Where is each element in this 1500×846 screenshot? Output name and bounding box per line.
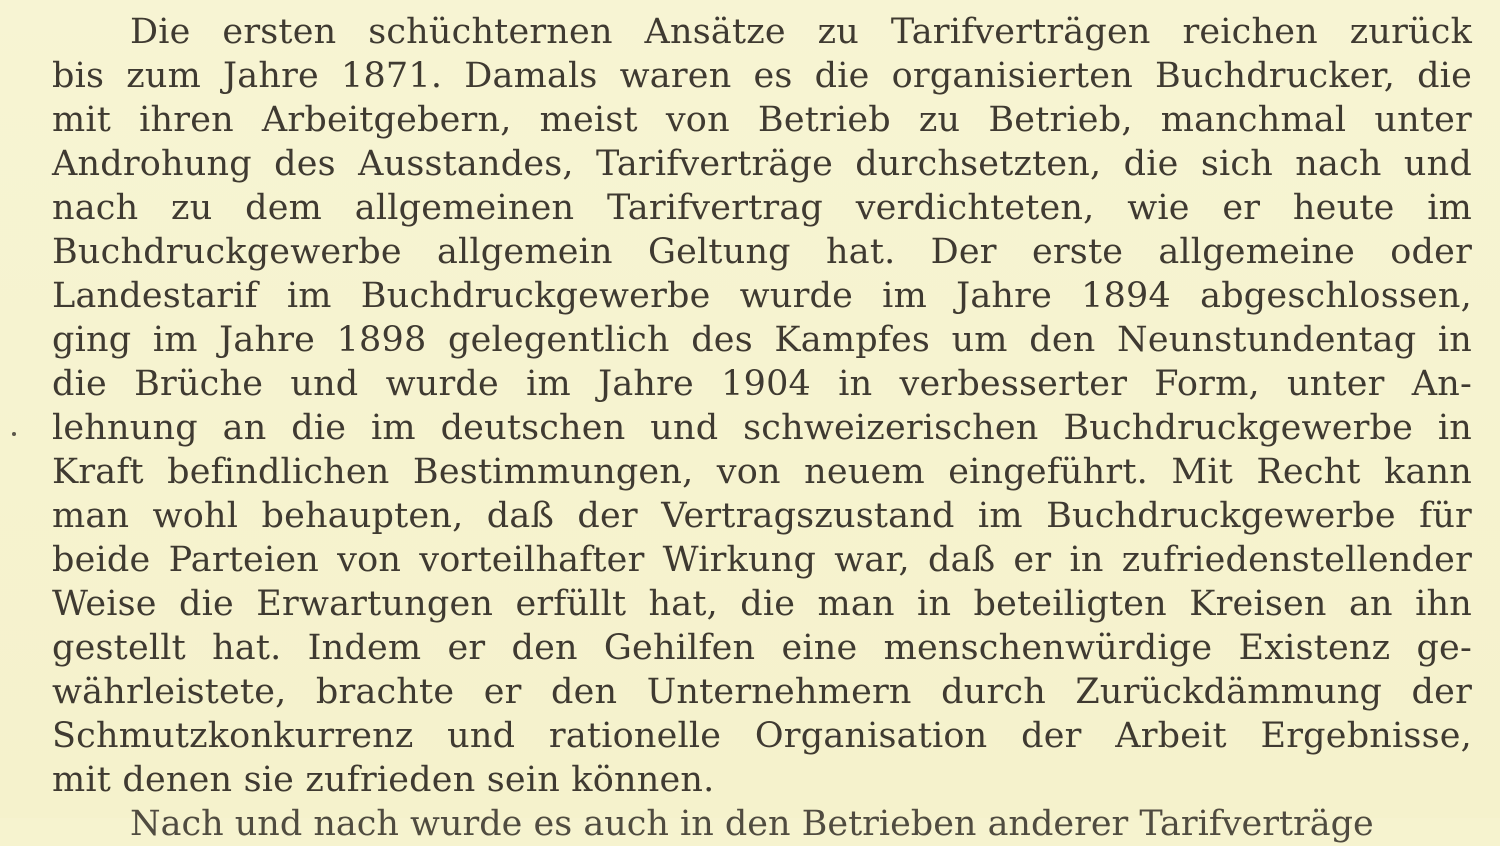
text-line-16: währleistete, brachte er den Unternehmern durch Zurückdämmung der	[52, 672, 1472, 712]
text-line-10: lehnung an die im deutschen und schweizerischen Buchdruckgewerbe in	[52, 408, 1472, 448]
text-line-13: beide Parteien von vorteilhafter Wirkung war, daß er in zufriedenstellender	[52, 540, 1472, 580]
text-line-6: Buchdruckgewerbe allgemein Geltung hat. Der erste allgemeine oder	[52, 232, 1472, 272]
text-line-11: Kraft befindlichen Bestimmungen, von neuem eingeführt. Mit Recht kann	[52, 452, 1472, 492]
text-line-18: mit denen sie zufrieden sein können.	[52, 760, 715, 800]
text-line-4: Androhung des Ausstandes, Tarifverträge durchsetzten, die sich nach und	[52, 144, 1472, 184]
text-line-8: ging im Jahre 1898 gelegentlich des Kampfes um den Neunstundentag in	[52, 320, 1472, 360]
text-line-5: nach zu dem allgemeinen Tarifvertrag verdichteten, wie er heute im	[52, 188, 1472, 228]
cutoff-line	[130, 796, 1468, 844]
cutoff-text: Nach und nach wurde es auch in den Betrieben anderer Tarifverträge	[130, 804, 1374, 844]
margin-dot	[12, 432, 16, 436]
paragraph-text	[52, 10, 1472, 802]
text-line-14: Weise die Erwartungen erfüllt hat, die man in beteiligten Kreisen an ihn	[52, 584, 1472, 624]
text-line-3: mit ihren Arbeitgebern, meist von Betrieb zu Betrieb, manchmal unter	[52, 100, 1472, 140]
text-line-2: bis zum Jahre 1871. Damals waren es die organisierten Buchdrucker, die	[52, 56, 1472, 96]
text-line-12: man wohl behaupten, daß der Vertragszustand im Buchdruckgewerbe für	[52, 496, 1472, 536]
text-line-9: die Brüche und wurde im Jahre 1904 in verbesserter Form, unter An-	[52, 364, 1472, 404]
text-line-7: Landestarif im Buchdruckgewerbe wurde im Jahre 1894 abgeschlossen,	[52, 276, 1472, 316]
text-line-15: gestellt hat. Indem er den Gehilfen eine menschenwürdige Existenz ge-	[52, 628, 1472, 668]
text-line-1: Die ersten schüchternen Ansätze zu Tarifverträgen reichen zurück	[130, 12, 1472, 52]
text-line-17: Schmutzkonkurrenz und rationelle Organisation der Arbeit Ergebnisse,	[52, 716, 1472, 756]
